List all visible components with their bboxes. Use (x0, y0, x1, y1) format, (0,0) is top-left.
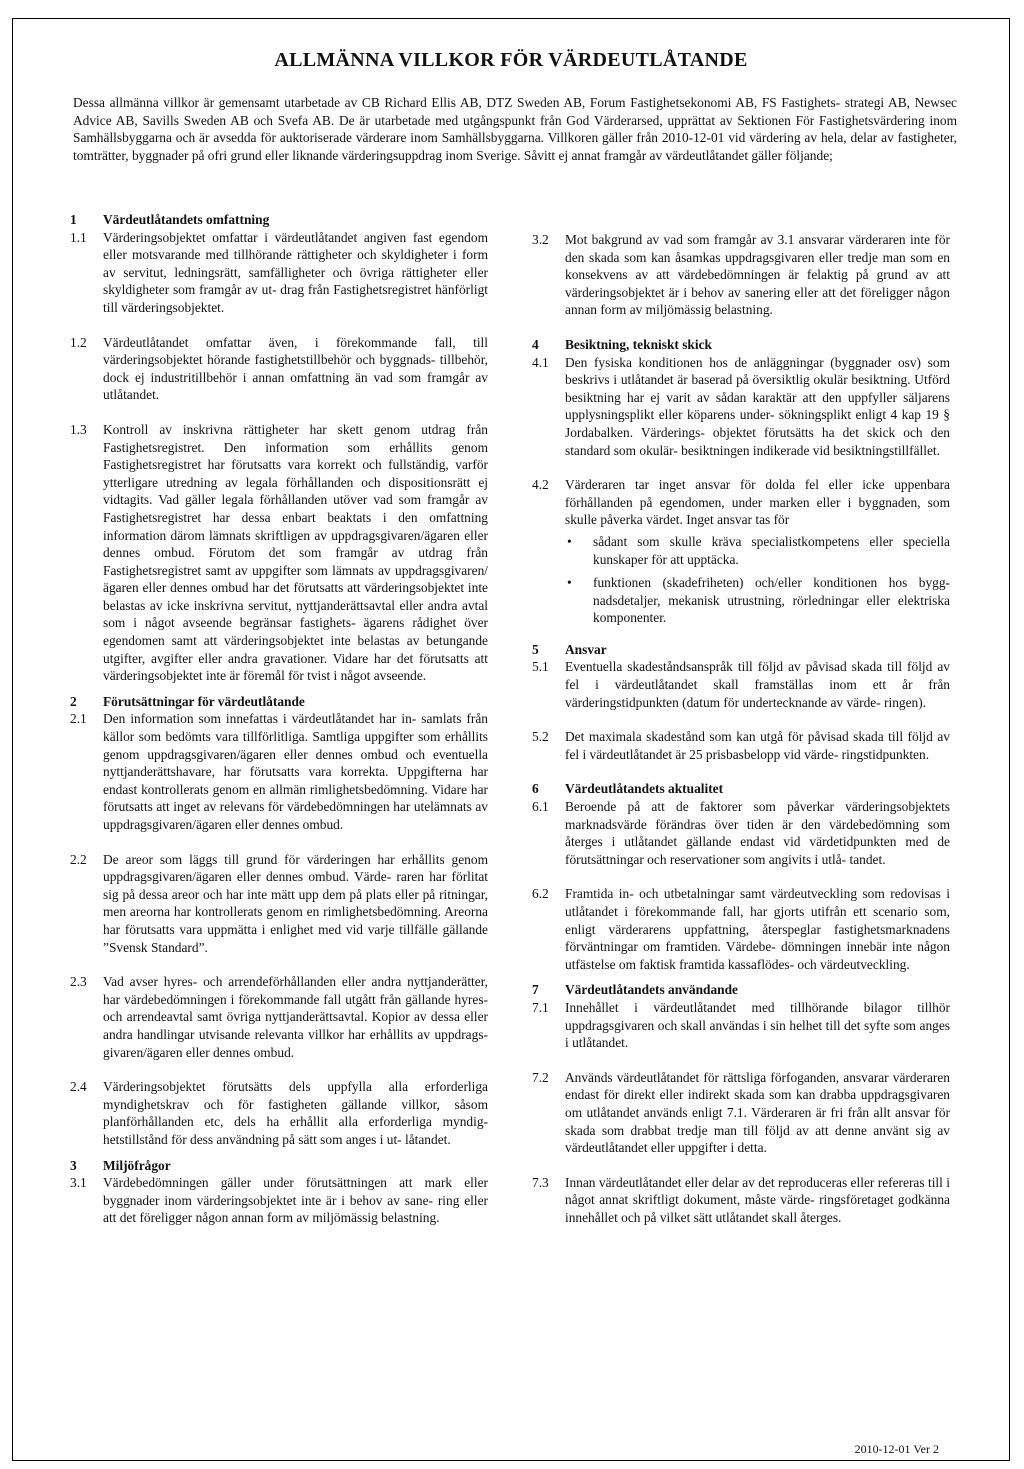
bullet-icon: • (567, 575, 572, 591)
section-4-heading (532, 336, 950, 354)
clause-4-1 (532, 354, 950, 460)
clause-number: 1.2 (70, 334, 87, 350)
clause-3-2 (532, 231, 950, 319)
clause-number: 6.1 (532, 799, 549, 815)
clause-text: Mot bakgrund av vad som framgår av 3.1 ansvarar värderaren inte för den skada som kan åsamkas uppdragsgivaren eller tredje man som en konsekvens av att värdebedömningen är felaktig på grund av att värderingsobjektet är i behov av sanering eller att det föreligger någon annan form av miljömässig belastning. (565, 232, 950, 318)
clause-text: De areor som läggs till grund för värderingen har erhållits genom uppdragsgivaren/ägaren eller dennes ombud. Värde- raren har förlitat sig på dessa areor och har inte mätt upp dem på plats eller på ritningar, men areorna har kontrollerats genom en rimlighetsbedömning. Areorna har förutsatts vara uppmätta i enlighet med vid varje tillfälle gällande ”Svensk Standard”. (103, 851, 488, 955)
clause-number: 2.2 (70, 851, 87, 867)
clause-7-1 (532, 999, 950, 1052)
section-title: Värdeutlåtandets användande (565, 982, 738, 998)
section-number: 6 (532, 781, 539, 797)
section-title: Besiktning, tekniskt skick (565, 336, 712, 352)
list-item (565, 533, 950, 568)
clause-6-1 (532, 798, 950, 868)
section-7-heading (532, 981, 950, 999)
section-1-heading (70, 211, 488, 229)
clause-text: Innan värdeutlåtandet eller delar av det reproduceras eller refereras till i något annat skriftligt dokument, måste värde- ringsföretaget godkänna innehållet och på vilket sätt utlåtandet skall återges. (565, 1174, 950, 1225)
section-number: 5 (532, 641, 539, 657)
clause-6-2 (532, 885, 950, 973)
clause-number: 4.2 (532, 477, 549, 493)
clause-1-1 (70, 229, 488, 317)
clause-number: 1.3 (70, 421, 87, 437)
clause-number: 1.1 (70, 229, 87, 245)
section-title: Värdeutlåtandets aktualitet (565, 781, 724, 797)
clause-text: Eventuella skadeståndsanspråk till följd av påvisad skada till följd av fel i värdeutlåtandet skall framställas inom ett år från värderingstidpunkten (datum för undertecknande av värde- ringen). (565, 659, 950, 710)
section-title: Värdeutlåtandets omfattning (103, 212, 270, 227)
clause-number: 3.2 (532, 232, 549, 247)
clause-3-1 (70, 1174, 488, 1227)
list-item-text: funktionen (skadefriheten) och/eller konditionen hos bygg- nadsdetaljer, mekanisk utrustning, rörledningar eller elektriska komponenter. (593, 575, 950, 626)
clause-text: Den information som innefattas i värdeutlåtandet har in- samlats från källor som bedömts vara tillförlitliga. Samtliga uppgifter som erhållits genom uppdragsgivaren/ägaren eller dennes ombud och eventuella nyttjanderättshavare, har förutsatts vara korrekta. Uppgifterna har endast kontrollerats genom en allmän rimlighetsbedömning. Vidare har förutsatts att inget av relevans för värdebedömningen har utelämnats av uppdragsgivaren/ägaren eller dennes ombud. (103, 711, 488, 832)
clause-2-4 (70, 1078, 488, 1148)
clause-5-1 (532, 658, 950, 711)
clause-text: Värderaren tar inget ansvar för dolda fel eller icke uppenbara förhållanden på egendomen, under marken eller i byggnaden, som skulle påverka värdet. Inget ansvar tas för (565, 477, 950, 528)
list-item (565, 574, 950, 627)
clause-number: 7.1 (532, 999, 549, 1015)
clause-1-3 (70, 421, 488, 685)
clause-number: 2.3 (70, 974, 87, 990)
clause-number: 5.1 (532, 659, 549, 675)
clause-number: 3.1 (70, 1175, 87, 1191)
document-page (12, 18, 1010, 1461)
clause-4-2 (532, 476, 950, 529)
section-number: 1 (70, 212, 77, 227)
clause-number: 5.2 (532, 729, 549, 745)
clause-text: Kontroll av inskrivna rättigheter har skett genom utdrag från Fastighetsregistret. Den information som erhållits genom Fastighetsregistret har förutsatts vara korrekt och fullständig, varför ytterligare utredning av legala förhållanden och dispositionsrätt ej vidtagits. Vad gäller legala förhållanden utöver vad som framgår av Fastighetsregistret har dessa enbart beaktats i den omfattning information därom lämnats skriftligen av uppdragsgivaren/ägaren eller dennes ombud. Förutom det som framgår av utdrag från Fastighetsregistret samt av uppgifter som lämnats av uppdragsgivaren/ägaren eller dennes ombud har det förutsatts att värderingsobjektet inte belastas av icke inskrivna servitut, nyttjanderättsavtal eller andra avtal som i något avseende begränsar fastighets- ägarens rådighet över egendomen samt att värderingsobjektet inte belastas av betungande utgifter, avgifter eller andra gravationer. Vidare har det förutsatts att värderingsobjektet inte är föremål för tvist i något avseende. (103, 421, 488, 684)
left-column (70, 211, 488, 1227)
section-title: Miljöfrågor (103, 1157, 171, 1173)
bullet-list (532, 533, 950, 627)
section-3-heading (70, 1157, 488, 1175)
clause-number: 6.2 (532, 886, 549, 902)
bullet-icon: • (567, 533, 572, 549)
intro-paragraph: Dessa allmänna villkor är gemensamt utarbetade av CB Richard Ellis AB, DTZ Sweden AB, Forum Fastighetsekonomi AB, FS Fastighets- strategi AB, Newsec Advice AB, Savills Sweden AB och Svefa AB. De är utarbetade med utgångspunkt från God Värderarsed, upprättat av Sektionen För Fastighetsvärdering inom Samhällsbyggarna och är avsedda för auktoriserade värderare inom Samhällsbyggarna. Villkoren gäller från 2010-12-01 vid värdering av hela, delar av fastigheter, tomträtter, byggnader på ofri grund eller liknande värderingsuppdrag inom Sverige. Såvitt ej annat framgår av värdeutlåtandet gäller följande; (73, 95, 957, 163)
section-number: 7 (532, 982, 539, 998)
clause-7-2 (532, 1069, 950, 1157)
clause-text: Framtida in- och utbetalningar samt värdeutveckling som redovisas i utlåtandet i förekommande fall, har gjorts utifrån ett scenario som, enligt värderarens uppfattning, återspeglar fastighetsmarknadens förväntningar om framtiden. Värdebe- dömningen innebär inte någon utfästelse om faktisk framtida kassaflödes- och värdeutveckling. (565, 886, 950, 972)
clause-text: Vad avser hyres- och arrendeförhållanden eller andra nyttjanderätter, har värdebedömningen i förekommande fall utgått från gällande hyres- och arrendeavtal samt övriga nyttjanderättsavtal. Kopior av dessa eller andra handlingar utvisande relevanta villkor har erhållits av uppdrags- givaren/ägaren eller dennes ombud. (103, 974, 488, 1060)
clause-number: 4.1 (532, 354, 549, 370)
section-number: 2 (70, 693, 77, 709)
section-2-heading (70, 693, 488, 711)
clause-number: 2.1 (70, 711, 87, 727)
version-footer: 2010-12-01 Ver 2 (854, 1442, 939, 1456)
section-title: Förutsättningar för värdeutlåtande (103, 693, 305, 709)
clause-2-1 (70, 710, 488, 833)
clause-5-2 (532, 728, 950, 763)
clause-text: Värderingsobjektet förutsätts dels uppfylla alla erforderliga myndighetskrav och för fastigheten gällande villkor, såsom planförhållanden etc, dels ha erhållit alla erforderliga myndig- hetstillstånd för dess användning på sätt som anges i ut- låtandet. (103, 1079, 488, 1147)
right-column (532, 231, 950, 1227)
clause-text: Innehållet i värdeutlåtandet med tillhörande bilagor tillhör uppdragsgivaren och skall användas i sin helhet till det syfte som anges i utlåtandet. (565, 999, 950, 1051)
clause-text: Värdebedömningen gäller under förutsättningen att mark eller byggnader inom värderingsobjektet inte är i behov av sane- ring eller att det föreligger någon annan form av miljömässig belastning. (103, 1175, 488, 1226)
clause-2-2 (70, 851, 488, 957)
clause-text: Det maximala skadestånd som kan utgå för påvisad skada till följd av fel i värdeutlåtandet är 25 prisbasbelopp vid värde- ringstidpunkten. (565, 729, 950, 762)
clause-7-3 (532, 1174, 950, 1227)
clause-text: Används värdeutlåtandet för rättsliga förfoganden, ansvarar värderaren endast för direkt eller indirekt skada som kan drabba uppdragsgivaren om utlåtandet används enligt 7.1. Värderaren är fri från allt ansvar för skada som drabbat tredje man till följd av att denne använt sig av värdeutlåtandet eller uppgifter i detta. (565, 1069, 950, 1156)
section-number: 3 (70, 1157, 77, 1173)
section-6-heading (532, 780, 950, 798)
clause-number: 7.2 (532, 1069, 549, 1085)
document-title: ALLMÄNNA VILLKOR FÖR VÄRDEUTLÅTANDE (274, 49, 748, 71)
list-item-text: sådant som skulle kräva specialistkompetens eller speciella kunskaper för att upptäcka. (593, 533, 950, 567)
section-title: Ansvar (565, 641, 607, 657)
clause-text: Den fysiska konditionen hos de anläggningar (byggnader osv) som beskrivs i utlåtandet är baserad på översiktlig okulär besiktning. Utförd besiktning har ej varit av sådan karaktär att den uppfyller säljarens upplysningsplikt eller köparens under- sökningsplikt enligt 4 kap 19 § Jordabalken. Värderings- objektet förutsätts ha det skick och den standard som okulär- besiktningen indikerade vid besiktningstillfället. (565, 354, 950, 458)
clause-text: Värdeutlåtandet omfattar även, i förekommande fall, till värderingsobjektet hörande fastighetstillbehör och byggnads- tillbehör, dock ej industritillbehör i annan omfattning än vad som framgår av utlåtandet. (103, 334, 488, 403)
clause-number: 7.3 (532, 1174, 549, 1190)
section-5-heading (532, 641, 950, 659)
clause-text: Beroende på att de faktorer som påverkar värderingsobjektets marknadsvärde förändras över tiden är den värdebedömning som återges i utlåtandet gällande endast vid värdetidpunkten med de förutsättningar och reservationer som angivits i utlå- tandet. (565, 799, 950, 867)
section-number: 4 (532, 336, 539, 352)
clause-2-3 (70, 973, 488, 1061)
clause-1-2 (70, 334, 488, 404)
clause-text: Värderingsobjektet omfattar i värdeutlåtandet angiven fast egendom eller motsvarande med tillhörande rättigheter och skyldigheter i form av servitut, ledningsrätt, samfälligheter och övriga rättigheter eller skyldigheter som framgår av ut- drag från Fastighetsregistret hänförligt till värderingsobjektet. (103, 229, 488, 315)
clause-number: 2.4 (70, 1079, 87, 1095)
